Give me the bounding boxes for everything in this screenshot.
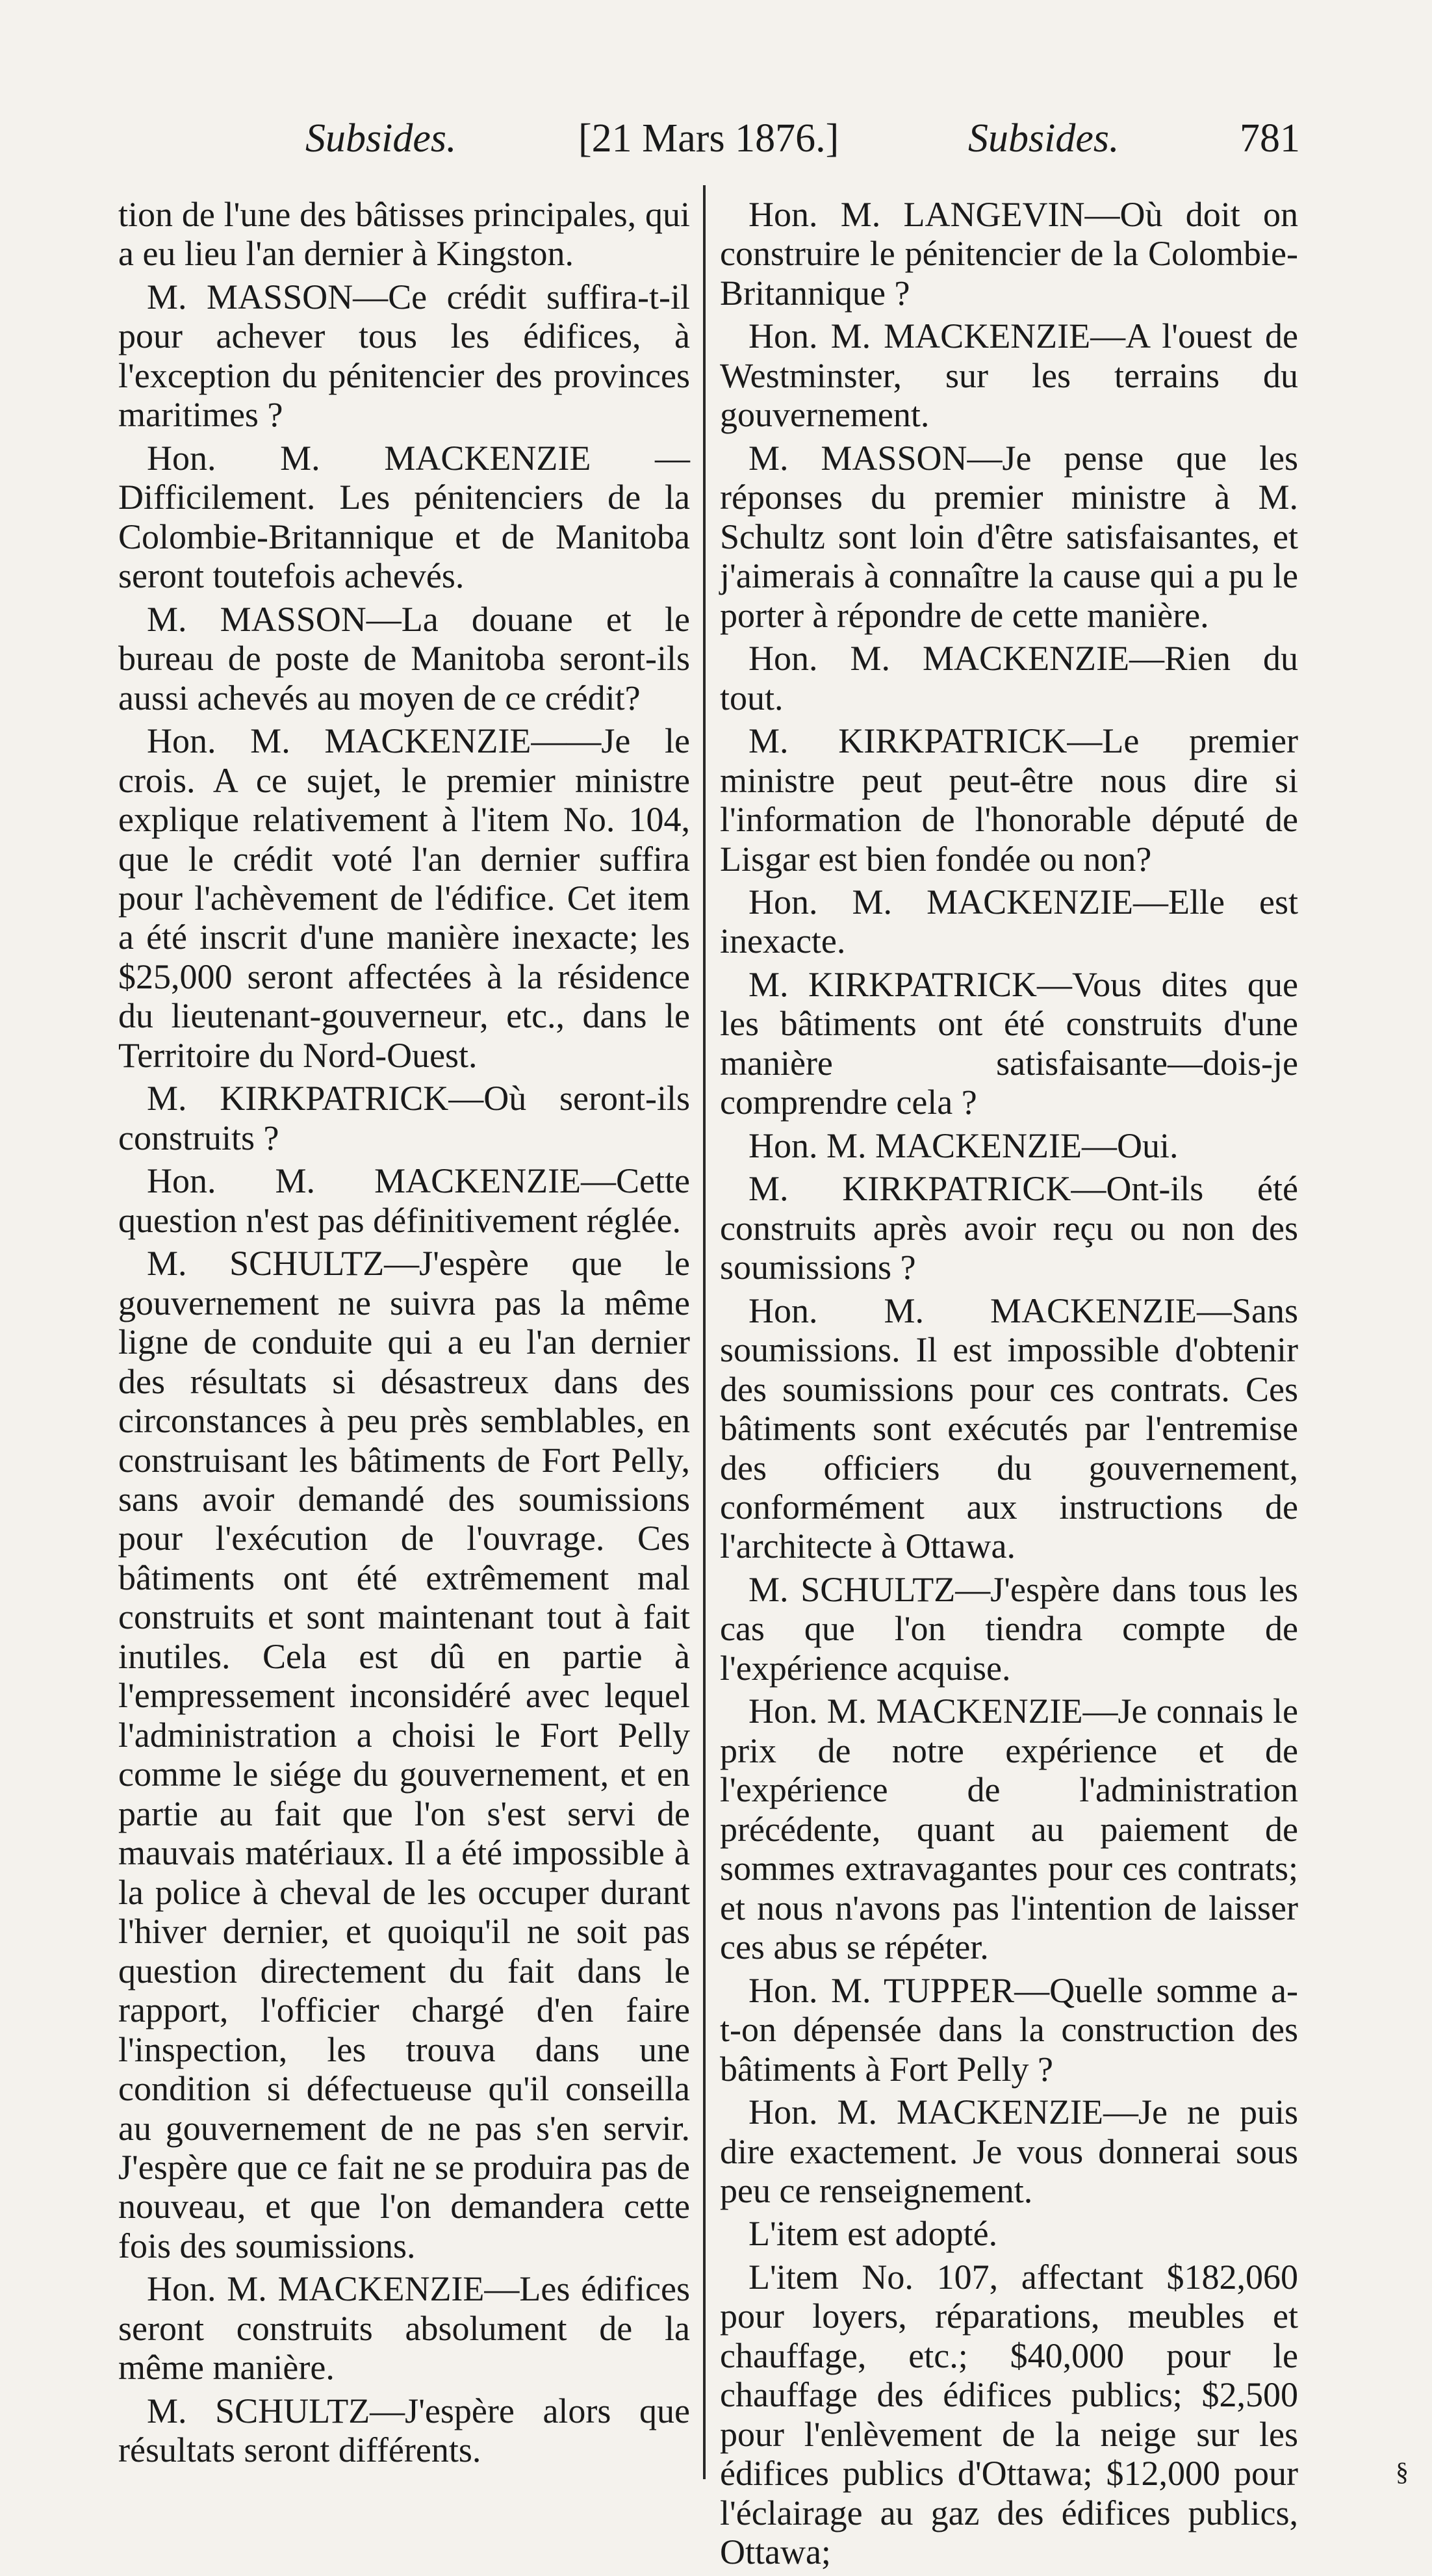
paragraph: M. KIRKPATRICK—Le premier ministre peut peut-être nous dire si l'information de l'honorable député de Lisgar est bien fondée ou non?: [720, 721, 1298, 879]
paragraph: Hon. M. MACKENZIE—Cette question n'est pas définitivement réglée.: [118, 1161, 690, 1240]
paragraph: M. SCHULTZ—J'espère alors que résultats seront différents.: [118, 2391, 690, 2470]
paragraph: Hon. M. MACKENZIE——Je le crois. A ce sujet, le premier ministre explique relativement à l'item No. 104, que le crédit voté l'an dernier suffira pour l'achèvement de l'édifice. Cet item a été inscrit d'une manière inexacte; les $25,000 seront affectées à la résidence du lieutenant-gouverneur, etc., dans le Territoire du Nord-Ouest.: [118, 721, 690, 1075]
paragraph: Hon. M. MACKENZIE — Difficilement. Les pénitenciers de la Colombie-Britannique et de Manitoba seront toutefois achevés.: [118, 438, 690, 596]
paragraph: M. MASSON—Je pense que les réponses du premier ministre à M. Schultz sont loin d'être satisfaisantes, et j'aimerais à connaître la cause qui a pu le porter à répondre de cette manière.: [720, 438, 1298, 635]
paragraph: M. SCHULTZ—J'espère que le gouvernement ne suivra pas la même ligne de conduite qui a eu l'an dernier des résultats si désastreux dans des circonstances à peu près semblables, en construisant les bâtiments de Fort Pelly, sans avoir demandé des soumissions pour l'exécution de l'ouvrage. Ces bâtiments ont été extrêmement mal construits et sont maintenant tout à fait inutiles. Cela est dû en partie à l'empressement inconsidéré avec lequel l'administration a choisi le Fort Pelly comme le siége du gouvernement, et en partie au fait que l'on s'est servi de mauvais matériaux. Il a été impossible à la police à cheval de les occuper durant l'hiver dernier, et quoiqu'il ne soit pas question directement du fait dans le rapport, l'officier chargé d'en faire l'inspection, les trouva dans une condition si défectueuse qu'il conseilla au gouvernement de ne pas s'en servir. J'espère que ce fait ne se produira pas de nouveau, et que l'on demandera cette fois des soumissions.: [118, 1244, 690, 2265]
paragraph: M. KIRKPATRICK—Ont-ils été construits après avoir reçu ou non des soumissions ?: [720, 1169, 1298, 1287]
column-divider: [703, 185, 706, 2479]
right-column: [720, 195, 1298, 2576]
header-left: Subsides.: [305, 116, 457, 161]
paragraph: Hon. M. TUPPER—Quelle somme a-t-on dépensée dans la construction des bâtiments à Fort Pelly ?: [720, 1970, 1298, 2089]
paragraph: Hon. M. MACKENZIE—Je ne puis dire exactement. Je vous donnerai sous peu ce renseignement.: [720, 2093, 1298, 2210]
paragraph: M. KIRKPATRICK—Où seront-ils construits ?: [118, 1079, 690, 1157]
paragraph: L'item No. 107, affectant $182,060 pour loyers, réparations, meubles et chauffage, etc.; $40,000 pour le chauffage des édifices publics; $2,500 pour l'enlèvement de la neige sur les édifices publics d'Ottawa; $12,000 pour l'éclairage au gaz des édifices publics, Ottawa;: [720, 2257, 1298, 2572]
paragraph: Hon. M. MACKENZIE—Les édifices seront construits absolument de la même manière.: [118, 2269, 690, 2388]
paragraph: M. MASSON—La douane et le bureau de poste de Manitoba seront-ils aussi achevés au moyen de ce crédit?: [118, 599, 690, 717]
header-right: Subsides.: [968, 116, 1119, 161]
page-number: 781: [1240, 116, 1300, 161]
paragraph: Hon. M. MACKENZIE—Elle est inexacte.: [720, 882, 1298, 961]
header-date: [21 Mars 1876.]: [578, 116, 839, 161]
paragraph: Hon. M. LANGEVIN—Où doit on construire le pénitencier de la Colombie-Britannique ?: [720, 195, 1298, 313]
paragraph: Hon. M. MACKENZIE—A l'ouest de Westminster, sur les terrains du gouvernement.: [720, 316, 1298, 435]
paragraph: Hon. M. MACKENZIE—Oui.: [748, 1126, 1179, 1165]
paragraph: M. SCHULTZ—J'espère dans tous les cas que l'on tiendra compte de l'expérience acquise.: [720, 1569, 1298, 1688]
paragraph: L'item est adopté.: [748, 2214, 998, 2254]
paragraph: Hon. M. MACKENZIE—Je connais le prix de notre expérience et de l'expérience de l'administration précédente, quant au paiement de sommes extravagantes pour ces contrats; et nous n'avons pas l'intention de laisser ces abus se répéter.: [720, 1692, 1298, 1967]
paragraph: M. KIRKPATRICK—Vous dites que les bâtiments ont été construits d'une manière satisfaisante—dois-je comprendre cela ?: [720, 964, 1298, 1122]
running-header: [0, 116, 1432, 174]
paragraph: Hon. M. MACKENZIE—Sans soumissions. Il est impossible d'obtenir des soumissions pour ces contrats. Ces bâtiments sont exécutés par l'entremise des officiers du gouvernement, conformément aux instructions de l'architecte à Ottawa.: [720, 1291, 1298, 1566]
paragraph: tion de l'une des bâtisses principales, qui a eu lieu l'an dernier à Kingston.: [118, 195, 690, 274]
footer-mark: §: [1396, 2457, 1409, 2486]
left-column: [118, 195, 690, 2474]
paragraph: M. MASSON—Ce crédit suffira-t-il pour achever tous les édifices, à l'exception du pénitencier des provinces maritimes ?: [118, 277, 690, 435]
paragraph: Hon. M. MACKENZIE—Rien du tout.: [720, 639, 1298, 717]
